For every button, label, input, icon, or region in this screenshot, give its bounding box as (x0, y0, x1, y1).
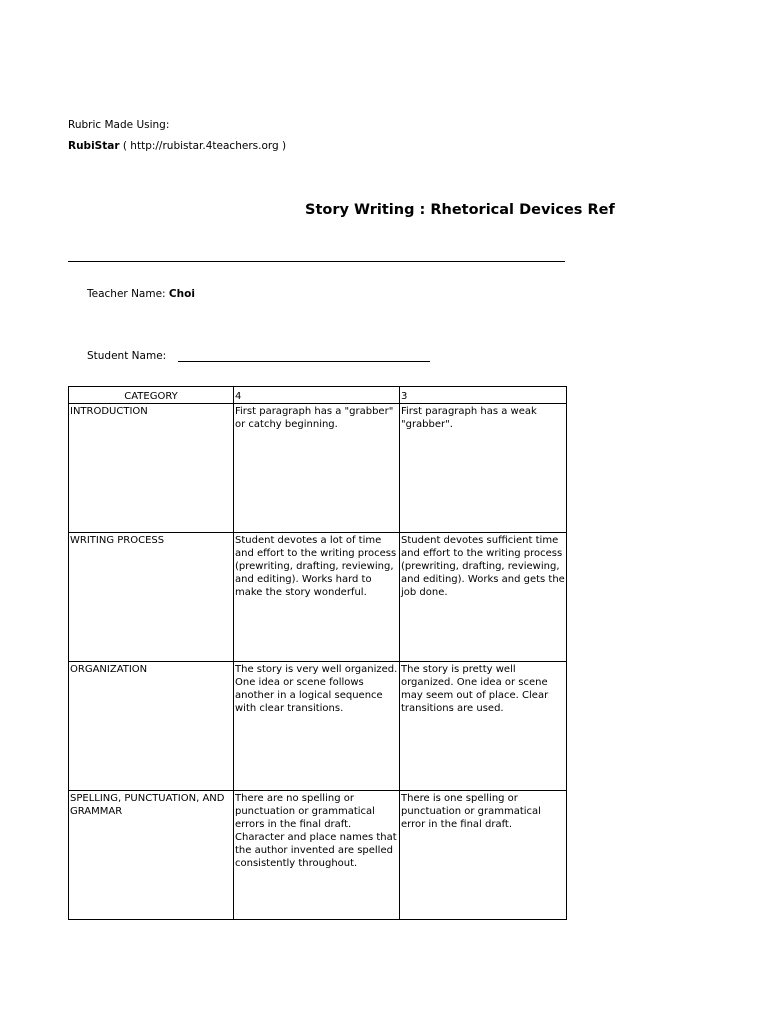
header-category: CATEGORY (69, 387, 234, 404)
rubistar-url: ( http://rubistar.4teachers.org ) (119, 140, 287, 152)
row-category: ORGANIZATION (69, 662, 234, 791)
teacher-name-label: Teacher Name: (87, 288, 169, 300)
table-row (69, 404, 567, 533)
table-row (69, 662, 567, 791)
made-using-label: Rubric Made Using: (68, 119, 170, 131)
teacher-name-value: Choi (168, 288, 195, 300)
title-area (68, 199, 615, 223)
row-category: WRITING PROCESS (69, 533, 234, 662)
row-cell-score-3: First paragraph has a weak "grabber". (400, 404, 567, 533)
row-cell-score-4: The story is very well organized. One idea or scene follows another in a logical sequence with clear transitions. (234, 662, 400, 791)
page-title: Story Writing : Rhetorical Devices Ref (305, 202, 615, 218)
rubistar-brand: RubiStar (68, 140, 120, 152)
header-score-4: 4 (234, 387, 400, 404)
title-divider (68, 261, 565, 262)
table-row (69, 533, 567, 662)
student-name-blank (178, 361, 430, 362)
row-category: INTRODUCTION (69, 404, 234, 533)
row-cell-score-3: There is one spelling or punctuation or grammatical error in the final draft. (400, 791, 567, 920)
row-cell-score-3: The story is pretty well organized. One idea or scene may seem out of place. Clear transitions are used. (400, 662, 567, 791)
row-category: SPELLING, PUNCTUATION, AND GRAMMAR (69, 791, 234, 920)
row-cell-score-4: There are no spelling or punctuation or grammatical errors in the final draft. Character and place names that the author invented are spelled consistently throughout. (234, 791, 400, 920)
rubric-table (68, 386, 567, 920)
rubistar-credit (68, 140, 286, 153)
table-row (69, 791, 567, 920)
row-cell-score-4: First paragraph has a "grabber" or catchy beginning. (234, 404, 400, 533)
header-score-3: 3 (400, 387, 567, 404)
row-cell-score-3: Student devotes sufficient time and effort to the writing process (prewriting, drafting, reviewing, and editing). Works and gets the job done. (400, 533, 567, 662)
teacher-name-line (87, 288, 195, 301)
table-header-row (69, 387, 567, 404)
student-name-label: Student Name: (87, 350, 167, 362)
row-cell-score-4: Student devotes a lot of time and effort to the writing process (prewriting, drafting, reviewing, and editing). Works hard to make the story wonderful. (234, 533, 400, 662)
